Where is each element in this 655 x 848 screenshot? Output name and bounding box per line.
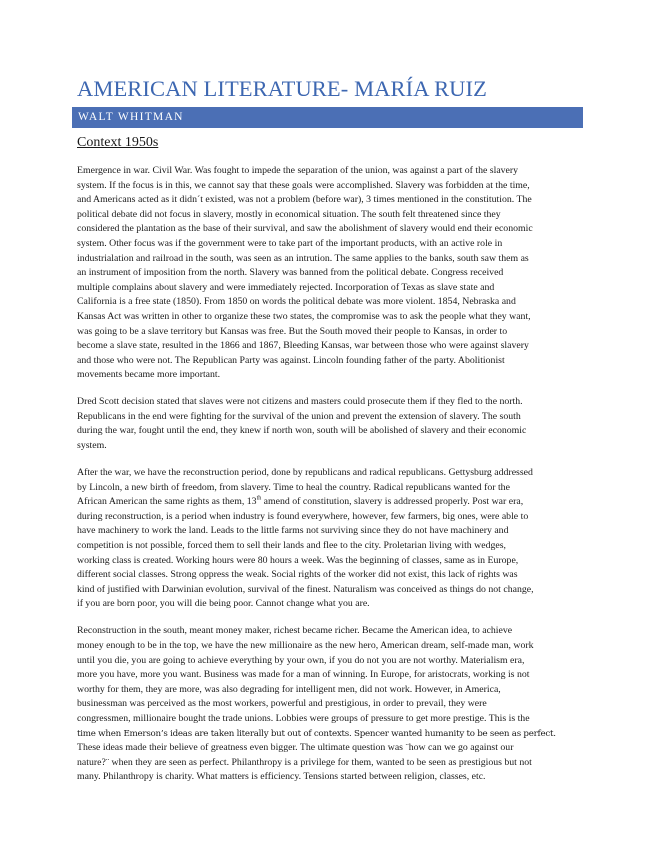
paragraph-line: These ideas made their believe of greatness even bigger. The ultimate question was ¨how can we go against our [77, 742, 514, 754]
paragraph-line: competition is not possible, forced them to sell their lands and flee to the city. Proletarian living with wedges, [77, 540, 506, 552]
paragraph-line: have machinery to work the land. Leads to the little farms not surviving since they do not have machinery and [77, 525, 509, 537]
paragraph-line: and those who were not. The Republican Party was against. Lincoln founding father of the party. Abolitionist [77, 354, 505, 366]
paragraph-line: Dred Scott decision stated that slaves were not citizens and masters could prosecute them if they fled to the north. [77, 396, 523, 408]
paragraph-line: system. [77, 440, 107, 452]
paragraph-line: congressmen, millionaire bought the trade unions. Lobbies were groups of pressure to get more prestige. This is the [77, 712, 530, 724]
paragraph-line: an instrument of imposition from the north. Slavery was banned from the political debate. Congress received [77, 267, 504, 279]
paragraph [77, 466, 577, 612]
section-heading: WALT WHITMAN [78, 111, 184, 123]
paragraph-line: Reconstruction in the south, meant money maker, richest became richer. Became the American idea, to achieve [77, 625, 513, 637]
paragraph-line: considered the plantation as the base of their survival, and saw the abolishment of slavery would end their economic [77, 223, 533, 235]
paragraph-line: system. If the focus is in this, we cannot say that these goals were accomplished. Slavery was forbidden at the time, [77, 179, 530, 191]
paragraph-line: working class is created. Working hours were 80 hours a week. Was the beginning of classes, same as in Europe, [77, 554, 519, 566]
paragraph-line: become a slave state, resulted in the 1866 and 1867, Bleeding Kansas, war between those who were against slavery [77, 340, 529, 352]
paragraph-line: during the war, fought until the end, they knew if north won, south will be abolished of slavery and their economic [77, 425, 527, 437]
paragraph-line: was going to be a slave territory but Kansas was free. But the South moved their people to Kansas, in order to [77, 325, 508, 337]
paragraph-line: until you die, you are going to achieve everything by your own, if you do not you are not worthy. Materialism era, [77, 654, 525, 666]
paragraph-line: system. Other focus was if the government were to take part of the important products, with an active role in [77, 237, 503, 249]
paragraph-line: Republicans in the end were fighting for the survival of the union and prevent the extension of slavery. The south [77, 410, 521, 422]
paragraph-line: time when Emerson’s ideas are taken literally but out of contexts. Spencer wanted humanity to be seen as perfect. [77, 728, 556, 739]
paragraph-line: Kansas Act was written in other to organize these two states, the compromise was to ask the people what they want, [77, 310, 531, 322]
paragraph-line: if you are born poor, you will die being poor. Cannot change what you are. [77, 598, 370, 610]
paragraph-line: kind of justified with Darwinian evolution, survival of the finest. Naturalism was conceived as things do not change, [77, 583, 534, 595]
paragraph-line: by Lincoln, a new birth of freedom, from slavery. Time to heal the country. Radical republicans wanted for the [77, 481, 510, 493]
paragraph-line: nature?¨ when they are seen as perfect. Philanthropy is a privilege for them, wanted to be seen as prestigious but not [77, 756, 532, 768]
document-title: AMERICAN LITERATURE- MARÍA RUIZ [77, 76, 487, 101]
paragraph-line: and Americans acted as it didn´t existed, was not a problem (before war), 3 times mentioned in the constitution. The [77, 194, 532, 206]
subheading: Context 1950s [77, 135, 159, 150]
paragraph-line: California is a free state (1850). From 1850 on words the political debate was more violent. 1854, Nebraska and [77, 296, 516, 308]
paragraph-line: movements became more important. [77, 369, 221, 381]
paragraph-line: more you have, more you want. Business was made for a man of winning. In Europe, for aristocrats, working is not [77, 669, 530, 681]
paragraph-line: Emergence in war. Civil War. Was fought to impede the separation of the union, was against a part of the slavery [77, 165, 519, 176]
section-heading-band [72, 107, 583, 128]
paragraph-line: during reconstruction, is a period when industry is found everywhere, however, few farmers, big ones, were able to [77, 510, 529, 522]
paragraph [77, 624, 577, 785]
paragraph-line: businessman was perceived as the most workers, powerful and prestigious, in order to prevail, they were [77, 698, 487, 710]
paragraph-line: worthy for them, they are more, was also degrading for intelligent men, did not work. However, in America, [77, 683, 501, 695]
paragraph-line: many. Philanthropy is charity. What matters is efficiency. Tensions started between religion, classes, etc. [77, 771, 486, 783]
paragraph [77, 395, 577, 453]
paragraph-line: different social classes. Strong oppress the weak. Social rights of the worker did not exist, this lack of rights was [77, 569, 518, 581]
paragraph-line: After the war, we have the reconstruction period, done by republicans and radical republicans. Gettysburg addressed [77, 467, 533, 479]
paragraph-line: money enough to be in the top, we have the new millionaire as the new hero, American dream, self-made man, work [77, 639, 534, 651]
paragraph-line: multiple complains about slavery and were immediately rejected. Incorporation of Texas as slave state and [77, 281, 495, 293]
document-body [77, 164, 577, 797]
paragraph-line: industrialation and railroad in the south, was seen as an intrution. The same applies to the banks, south saw them as [77, 252, 529, 264]
paragraph-line: political debate did not focus in slavery, mostly in economical situation. The south felt threatened since they [77, 208, 501, 220]
paragraph [77, 164, 577, 383]
paragraph-line: African American the same rights as them, 13th amend of constitution, slavery is addressed properly. Post war era, [77, 495, 524, 508]
